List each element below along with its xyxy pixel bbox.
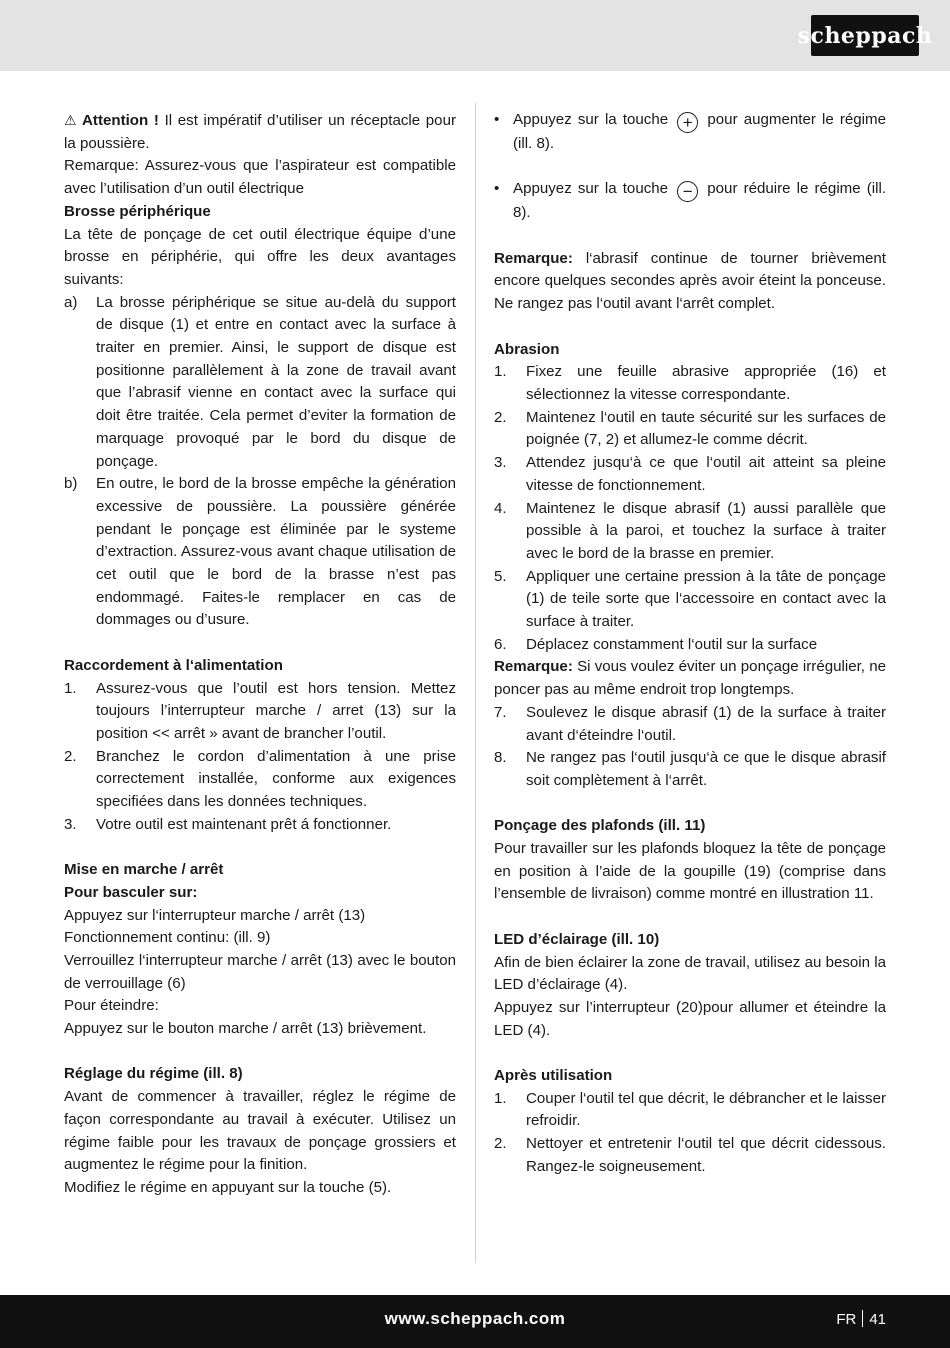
onoff-line: Fonctionnement continu: (ill. 9): [64, 929, 271, 947]
list-item: [64, 292, 456, 474]
list-text: Assurez-vous que l’outil est hors tension. Mettez toujours l’interrupteur marche / arret (13) sur la position << arrêt » avant de brancher l’outil.: [96, 679, 456, 742]
list-text: Maintenez le disque abrasif (1) aussi parallèle que possible à la paroi, et touchez la surface à traiter avec le bord de la brasse en premier.: [526, 499, 886, 562]
separator: [862, 1310, 863, 1327]
remark-label: Remarque:: [494, 249, 573, 267]
warning-icon: ⚠: [64, 112, 79, 128]
speed-text: Avant de commencer à travailler, réglez le régime de façon correspondante au travail à exécuter. Utilisez un régime faible pour les travaux de ponçage grossiers et augmentez le régime pour la finition.: [64, 1088, 456, 1174]
list-item: [494, 747, 886, 792]
remark-text: Si vous voulez éviter un ponçage irrégulier, ne poncer pas au même endroit trop longtemps.: [494, 658, 886, 699]
list-marker: 2.: [494, 1135, 507, 1153]
list-marker: 8.: [494, 749, 507, 767]
onoff-line: Appuyez sur l‘interrupteur marche / arrêt (13): [64, 906, 366, 924]
minus-icon: −: [677, 181, 698, 202]
list-text: En outre, le bord de la brosse empêche la génération excessive de poussière. La poussière générée pendant le ponçage est éliminée par le systeme d’extraction. Assurez-vous avant chaque utilisation de cet outil que le bord de la brasse n’est pas endommagé. Faites-le remplacer en cas de dommages ou d’usure.: [96, 475, 456, 629]
remark-paragraph: [494, 248, 886, 316]
list-marker: a): [64, 293, 78, 311]
bullet-text-post: pour réduire le régime (ill. 8).: [513, 180, 887, 222]
remark-label: Remarque:: [494, 658, 573, 676]
bullet-text-post: pour augmenter le régime (ill. 8).: [513, 111, 887, 152]
list-text: Soulevez le disque abrasif (1) de la surface à traiter avant d‘éteindre l‘outil.: [526, 703, 886, 744]
list-item: [494, 566, 886, 634]
page-number: 41: [869, 1311, 886, 1328]
led-text: Afin de bien éclairer la zone de travail, utilisez au besoin la LED d’éclairage (4).: [494, 953, 886, 994]
speed-text-2: Modifiez le régime en appuyant sur la touche (5).: [64, 1179, 392, 1196]
list-marker: 7.: [494, 703, 507, 721]
list-text: Fixez une feuille abrasive appropriée (16) et sélectionnez la vitesse correspondante.: [526, 363, 886, 403]
list-text: La brosse périphérique se situe au-delà du support de disque (1) et entre en contact avec la surface à traiter en premier. Ainsi, le support de disque est positionne parallèlement à la zone de travail avant que l’abrasif vienne en contact avec la surface qui doit être traitée. Cela permet d’eviter la formation de marquage provoqué par le bord du disque de ponçage.: [96, 293, 456, 470]
list-marker: 1.: [494, 1089, 507, 1107]
list-item: [494, 407, 886, 452]
onoff-line: Verrouillez l‘interrupteur marche / arrêt (13) avec le bouton de verrouillage (6): [64, 951, 456, 992]
ceiling-title: Ponçage des plafonds (ill. 11): [494, 817, 706, 835]
list-item: [64, 746, 456, 814]
after-title: Après utilisation: [494, 1067, 613, 1085]
list-marker: 3.: [64, 815, 77, 833]
attention-paragraph: [64, 109, 456, 155]
list-item: [494, 361, 886, 406]
brush-intro: La tête de ponçage de cet outil électrique équipe d’une brosse en périphérie, qui offre les deux avantages suivants:: [64, 225, 456, 288]
list-text: Appliquer une certaine pression à la tâte de ponçage (1) de teile sorte que l‘accessoire en contact avec la surface à traiter.: [526, 567, 886, 631]
list-marker: 2.: [64, 747, 77, 765]
onoff-title: Mise en marche / arrêt: [64, 861, 224, 879]
onoff-line: Appuyez sur le bouton marche / arrêt (13) brièvement.: [64, 1020, 427, 1038]
list-marker: 5.: [494, 567, 507, 585]
list-text: Maintenez l‘outil en taute sécurité sur les surfaces de poignée (7, 2) et allumez-le comme décrit.: [526, 408, 886, 449]
bullet-text: [513, 178, 886, 225]
right-column: [494, 109, 886, 1179]
list-marker: 4.: [494, 499, 507, 517]
remark-text: Assurez-vous que l’aspirateur est compatible avec l’utilisation d’un outil électrique: [64, 157, 456, 198]
website-link[interactable]: www.scheppach.com: [384, 1309, 566, 1328]
onoff-line: Pour éteindre:: [64, 997, 159, 1015]
led-title: LED d’éclairage (ill. 10): [494, 930, 660, 948]
list-marker: 6.: [494, 635, 507, 653]
list-text: Ne rangez pas l‘outil jusqu‘à ce que le disque abrasif soit complètement à l‘arrêt.: [526, 749, 886, 789]
list-item: [494, 498, 886, 566]
list-text: Couper l‘outil tel que décrit, le débrancher et le laisser refroidir.: [526, 1089, 886, 1130]
column-divider: [475, 103, 476, 1263]
speed-title: Réglage du régime (ill. 8): [64, 1065, 243, 1083]
list-item: [64, 678, 456, 746]
page-header: [0, 0, 950, 71]
bullet-text: [513, 109, 886, 156]
bullet-marker: •: [494, 111, 500, 128]
list-text: Déplacez constamment l‘outil sur la surface: [526, 635, 818, 653]
power-title: Raccordement à l‘alimentation: [64, 656, 283, 674]
ceiling-text: Pour travailler sur les plafonds bloquez la tête de ponçage en position à l’aide de la goupille (19) (comprise dans l’ensemble de livraison) comme montré en illustration 11.: [494, 840, 886, 903]
remark-paragraph: [494, 656, 886, 701]
bullet-text-pre: Appuyez sur la touche: [513, 111, 675, 128]
list-marker: 2.: [494, 408, 507, 426]
bullet-item: [494, 178, 886, 225]
list-item: [494, 452, 886, 497]
list-item: [64, 814, 456, 837]
remark-label: Remarque:: [64, 157, 139, 175]
remark-text: l‘abrasif continue de tourner brièvement encore quelques secondes après avoir éteint la ponceuse. Ne rangez pas l‘outil avant l‘arrêt complet.: [494, 249, 886, 313]
bullet-text-pre: Appuyez sur la touche: [513, 180, 675, 198]
list-text: Votre outil est maintenant prêt á fonctionner.: [96, 815, 392, 833]
page-indicator: [836, 1310, 886, 1328]
list-marker: b): [64, 475, 78, 493]
list-text: Nettoyer et entretenir l‘outil tel que décrit cidessous. Rangez-le soigneusement.: [526, 1135, 886, 1175]
attention-text: Il est impératif d’utiliser un réceptacle pour la poussière.: [64, 112, 456, 152]
list-marker: 3.: [494, 454, 507, 472]
page-footer: [0, 1295, 950, 1348]
bullet-marker: •: [494, 180, 500, 198]
abrasion-title: Abrasion: [494, 340, 560, 358]
led-text-2: Appuyez sur l’interrupteur (20)pour allumer et éteindre la LED (4).: [494, 998, 886, 1039]
list-text: Branchez le cordon d’alimentation à une prise correctement installée, conforme aux exigences specifiées dans les données techniques.: [96, 747, 456, 811]
language-code: FR: [836, 1311, 857, 1328]
bullet-item: [494, 109, 886, 156]
brand-logo: scheppach: [811, 15, 919, 56]
list-item: [494, 702, 886, 747]
remark-paragraph: [64, 155, 456, 200]
list-item: [494, 1088, 886, 1133]
attention-label: Attention !: [82, 112, 159, 129]
plus-icon: +: [677, 112, 698, 133]
list-item: [64, 473, 456, 632]
list-item: [494, 634, 886, 657]
brush-title: Brosse périphérique: [64, 202, 211, 220]
list-marker: 1.: [494, 363, 507, 381]
left-column: [64, 109, 456, 1200]
list-item: [494, 1133, 886, 1178]
list-marker: 1.: [64, 679, 77, 697]
onoff-subtitle: Pour basculer sur:: [64, 883, 198, 901]
list-text: Attendez jusqu‘à ce que l‘outil ait atteint sa pleine vitesse de fonctionnement.: [526, 454, 886, 494]
